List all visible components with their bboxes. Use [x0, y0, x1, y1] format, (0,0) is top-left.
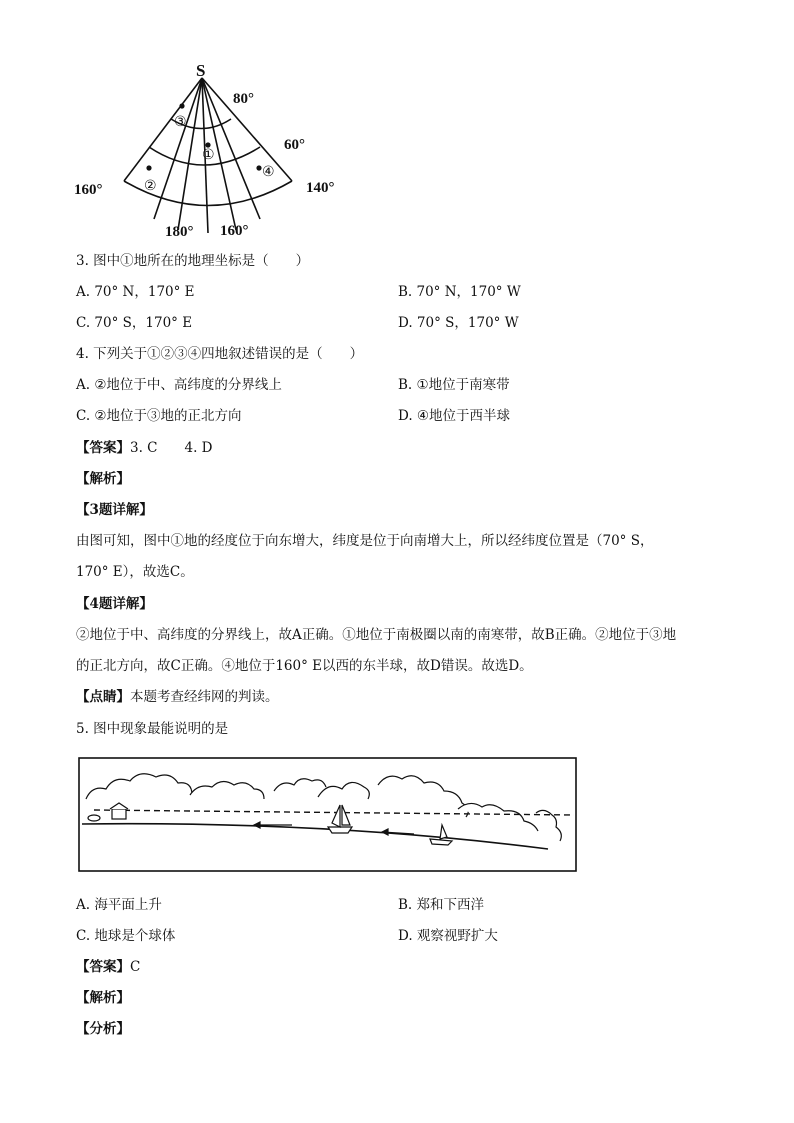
- detail-3-line-2: 170° E），故选C。: [76, 564, 194, 580]
- q4-option-d: D. ④地位于西半球: [398, 408, 511, 424]
- detail-4-tag: 【4题详解】: [76, 596, 153, 612]
- detail-3-tag: 【3题详解】: [76, 502, 153, 518]
- comment-text: 本题考查经纬网的判读。: [130, 689, 279, 705]
- ships-horizon-diagram: [78, 757, 578, 873]
- fenxi-tag: 【分析】: [76, 1021, 130, 1037]
- q4-stem: 4. 下列关于①②③④四地叙述错误的是（ ）: [76, 346, 364, 362]
- lon-label-160-east: 160°: [220, 223, 249, 239]
- q5-option-b: B. 郑和下西洋: [398, 897, 485, 913]
- q3-option-a: A. 70° N，170° E: [76, 284, 195, 300]
- q3-option-d: D. 70° S，170° W: [398, 315, 519, 331]
- answer-2: [76, 958, 140, 976]
- point-label-3: ③: [174, 114, 187, 130]
- q5-stem: 5. 图中现象最能说明的是: [76, 721, 229, 737]
- q5-option-a: A. 海平面上升: [76, 897, 162, 913]
- lon-label-180: 180°: [165, 224, 194, 240]
- q3-option-c: C. 70° S，170° E: [76, 315, 193, 331]
- answer-1: [76, 439, 213, 457]
- q4-option-a: A. ②地位于中、高纬度的分界线上: [76, 377, 282, 393]
- q5-option-d: D. 观察视野扩大: [398, 928, 498, 944]
- q4-option-c: C. ②地位于③地的正北方向: [76, 408, 242, 424]
- point-label-2: ②: [144, 178, 157, 194]
- detail-3-line-1: 由图可知，图中①地的经度位于向东增大，纬度是位于向南增大上，所以经纬度位置是（70° S，: [76, 533, 654, 549]
- detail-4-line-2: 的正北方向，故C正确。④地位于160° E以西的东半球，故D错误。故选D。: [76, 658, 533, 674]
- analysis-tag-2: 【解析】: [76, 990, 130, 1006]
- answer-2-text: C: [130, 959, 141, 975]
- pole-label: S: [196, 61, 206, 80]
- lat-label-80: 80°: [233, 91, 254, 107]
- detail-4-line-1: ②地位于中、高纬度的分界线上，故A正确。①地位于南极圈以南的南寒带，故B正确。②地位于③地: [76, 627, 677, 643]
- analysis-tag-1: 【解析】: [76, 471, 130, 487]
- point-label-1: ①: [202, 147, 215, 163]
- q5-option-c: C. 地球是个球体: [76, 928, 176, 944]
- answer-2-tag: 【答案】: [76, 959, 130, 975]
- lat-label-60: 60°: [284, 137, 305, 153]
- q3-stem: 3. 图中①地所在的地理坐标是（ ）: [76, 253, 310, 269]
- lon-label-140: 140°: [306, 180, 335, 196]
- comment: [76, 688, 279, 706]
- comment-tag: 【点睛】: [76, 689, 130, 705]
- q3-option-b: B. 70° N，170° W: [398, 284, 521, 300]
- point-label-4: ④: [262, 164, 275, 180]
- answer-text: 3. C 4. D: [130, 440, 213, 456]
- graticule-diagram: [70, 55, 360, 245]
- answer-tag: 【答案】: [76, 440, 130, 456]
- q4-option-b: B. ①地位于南寒带: [398, 377, 510, 393]
- lon-label-160-west: 160°: [74, 182, 103, 198]
